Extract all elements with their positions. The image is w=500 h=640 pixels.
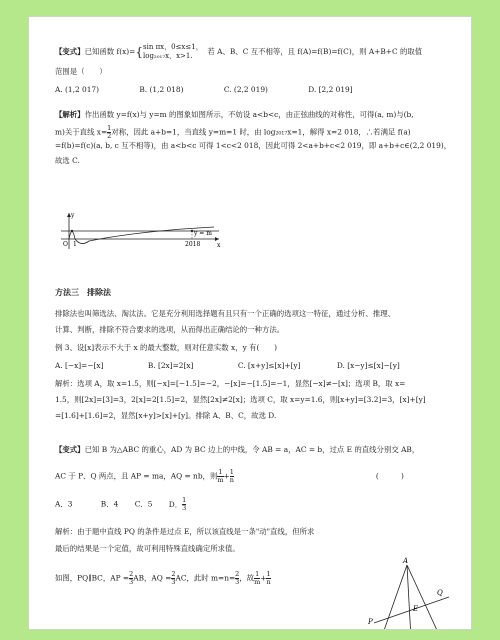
fraction-numerator: 1 <box>229 468 234 476</box>
fraction-numerator: 2 <box>129 570 134 578</box>
option-d-fraction <box>182 497 186 512</box>
fraction-numerator: 1 <box>107 124 112 132</box>
median-ad <box>407 565 411 629</box>
graph-line-label: y = m <box>194 230 212 237</box>
variant2-line2: AC 于 P、Q 两点，且 AP = ma，AQ = nb，则 $\frac{1}{m}$ + $\frac{1}{n}$ ( ) <box>55 468 404 484</box>
sol3-pre: 如图，PQ∥BC，AP = <box>55 573 130 583</box>
method3-title: 方法三 排除法 <box>55 287 111 297</box>
variant1-case1: sin πx，0≤x≤1， <box>143 43 203 51</box>
fraction-denominator: 3 <box>182 504 187 512</box>
function-graph <box>29 17 471 629</box>
variant2-line1-text: 已知 B 为△ABC 的重心，AD 为 BC 边上的中线，令 AB = a，AC = b，过点 E 的直线分别交 AB， <box>84 445 420 454</box>
variant1-option-a: A. (1,2 017) <box>55 85 100 94</box>
analysis1-line2-post: 对称，因此 a+b=1，当直线 y=m=1 时，由 log₂₀₁₇x=1，解得 x=2 018，∴若满足 f(a) <box>111 127 411 137</box>
variant1-stem-pre: 已知函数 f(x)= <box>84 47 136 56</box>
fraction-denominator: n <box>229 476 234 484</box>
fraction-numerator: 2 <box>171 570 176 578</box>
variant2-options <box>55 497 186 512</box>
triangle-label-a: A <box>403 557 409 565</box>
method3-paragraph-2: 计算、判断，排除不符合要求的选项，从而得出正确结论的一种方法。 <box>55 325 285 334</box>
fraction-denominator: 3 <box>171 578 176 586</box>
example3-solution-2: 1.5，则[2x]=[3]=3，2[x]=2[1.5]=2，显然[2x]≠2[x]；选项 C，取 x=y=1.6，则[x+y]=[3.2]=3，[x]+[y] <box>55 395 426 404</box>
line-pq <box>374 597 449 623</box>
graph-point-c <box>191 230 193 232</box>
example3-option-b: B. [2x]=2[x] <box>147 361 194 370</box>
variant2-solution-3: 如图，PQ∥BC，AP = $\frac{2}{3}$ AB，AQ = $\frac{2}{3}$ AC，此时 m=n= $\frac{2}{3}$ ，故 $\frac{1}{m}$ + $\frac{1}{n}$ <box>55 570 271 586</box>
sol3-post: AC，此时 m=n= <box>175 573 236 583</box>
example3-stem: 例 3、设[x]表示不大于 x 的最大整数，则对任意实数 x，y 有( ) <box>55 343 278 352</box>
fraction-numerator: 1 <box>266 570 271 578</box>
variant1-case2: log₂₀₁₇x，x>1. <box>143 52 193 60</box>
fraction-denominator: 3 <box>129 578 134 586</box>
variant1-stem: 【变式】已知函数 f(x)={ sin πx，0≤x≤1， log₂₀₁₇x，x>1. 若 A、B、C 互不相等，且 f(A)=f(B)=f(C)，则 A+B+C 的取值 <box>55 43 423 60</box>
variant2-option-c: C．5 <box>134 499 153 509</box>
fraction-numerator: 2 <box>235 570 240 578</box>
x-axis-arrow-icon <box>215 237 219 241</box>
analysis1-tag: 【解析】 <box>55 110 85 119</box>
triangle-label-p: P <box>368 618 373 626</box>
fraction-denominator: n <box>266 578 271 586</box>
variant1-stem-post: 若 A、B、C 互不相等，且 f(A)=f(B)=f(C)，则 A+B+C 的取值 <box>207 47 423 56</box>
graph-tick-1: 1 <box>73 241 77 248</box>
example3-solution-1: 解析：选项 A，取 x=1.5，则[−x]=[−1.5]=−2，−[x]=−[1.5]=−1，显然[−x]≠−[x]；选项 B，取 x= <box>55 379 406 388</box>
sol3-fraction-1m <box>254 571 260 586</box>
variant2-answer-paren: ( ) <box>375 471 404 481</box>
sol3-end: ，故 <box>239 573 255 583</box>
fraction-denominator: m <box>254 578 261 586</box>
variant2-option-a: A．3 <box>55 499 73 509</box>
variant1-option-b: B. (1,2 018) <box>139 85 184 94</box>
example3-option-d: D. [x−y]≤[x]−[y] <box>336 361 400 370</box>
variant2-option-d <box>168 496 187 512</box>
variant1-option-c: C. (2,2 019) <box>223 85 268 94</box>
sol3-fraction-1n <box>266 571 270 586</box>
triangle-figure <box>367 557 449 629</box>
variant2-fraction-1n <box>230 469 234 484</box>
example3-options <box>55 361 400 371</box>
sol3-mid: AB，AQ = <box>133 573 172 583</box>
analysis1-line1-text: 作出函数 y=f(x)与 y=m 的图象如图所示，不妨设 a<b<c，由正弦曲线的对称性，可得(a, m)与(b, <box>84 110 414 119</box>
variant2-fraction-1m <box>217 469 223 484</box>
variant2-line1 <box>55 445 419 455</box>
variant2-solution-1: 解析：由于题中直线 PQ 的条件是过点 E，所以该直线是一条"动"直线，但所求 <box>55 527 315 536</box>
variant2-option-b: B．4 <box>100 499 119 509</box>
example3-option-a: A. [−x]=−[x] <box>55 361 104 370</box>
graph-tick-2018: 2018 <box>185 241 201 248</box>
variant1-tag: 【变式】 <box>55 47 85 56</box>
example3-solution-3: =[1.6]+[1.6]=2，显然[x+y]>[x]+[y]。排除 A、B、C，故选 D. <box>55 411 277 420</box>
analysis1-line2-pre: m)关于直线 x= <box>55 127 108 137</box>
option-d-prefix: D． <box>168 499 183 509</box>
example3-option-c: C. [x+y]≤[x]+[y] <box>237 361 301 370</box>
triangle-side-ac <box>407 565 441 629</box>
variant2-solution-2: 最后的结果是一个定值，故可利用特殊直线确定所求值。 <box>55 544 240 553</box>
variant2-line2-pre: AC 于 P、Q 两点，且 AP = ma，AQ = nb，则 <box>55 471 218 481</box>
variant2-tag: 【变式】 <box>55 445 85 454</box>
graph-origin-label: O <box>63 241 68 248</box>
fraction-denominator: 3 <box>235 578 240 586</box>
graph-point-a <box>71 230 73 232</box>
fraction-numerator: 1 <box>218 468 223 476</box>
fraction-numerator: 1 <box>255 570 260 578</box>
document-page <box>28 16 472 630</box>
analysis1-line4: 故选 C. <box>55 156 80 165</box>
variant1-option-d: D. [2,2 019] <box>308 85 353 94</box>
method3-paragraph-1: 排除法也叫筛选法、淘汰法。它是充分利用选择题有且只有一个正确的选项这一特征，通过分析、推理、 <box>55 309 395 318</box>
fraction-denominator: m <box>217 476 224 484</box>
fraction-numerator: 1 <box>182 496 187 504</box>
fraction-denominator: 2 <box>107 132 112 140</box>
graph-y-label: y <box>71 212 75 219</box>
analysis1-line3: =f(b)=f(c)(a, b, c 互不相等)，由 a<b<c 可得 1<c<2 018，因此可得 2<a+b+c<2 019，即 a+b+c∈(2,2 019)， <box>55 141 452 150</box>
variant1-stem-line2: 范围是（ ） <box>55 67 107 76</box>
triangle-label-e: E <box>413 605 419 613</box>
graph-x-label: x <box>217 242 221 249</box>
triangle-label-q: Q <box>437 589 443 597</box>
